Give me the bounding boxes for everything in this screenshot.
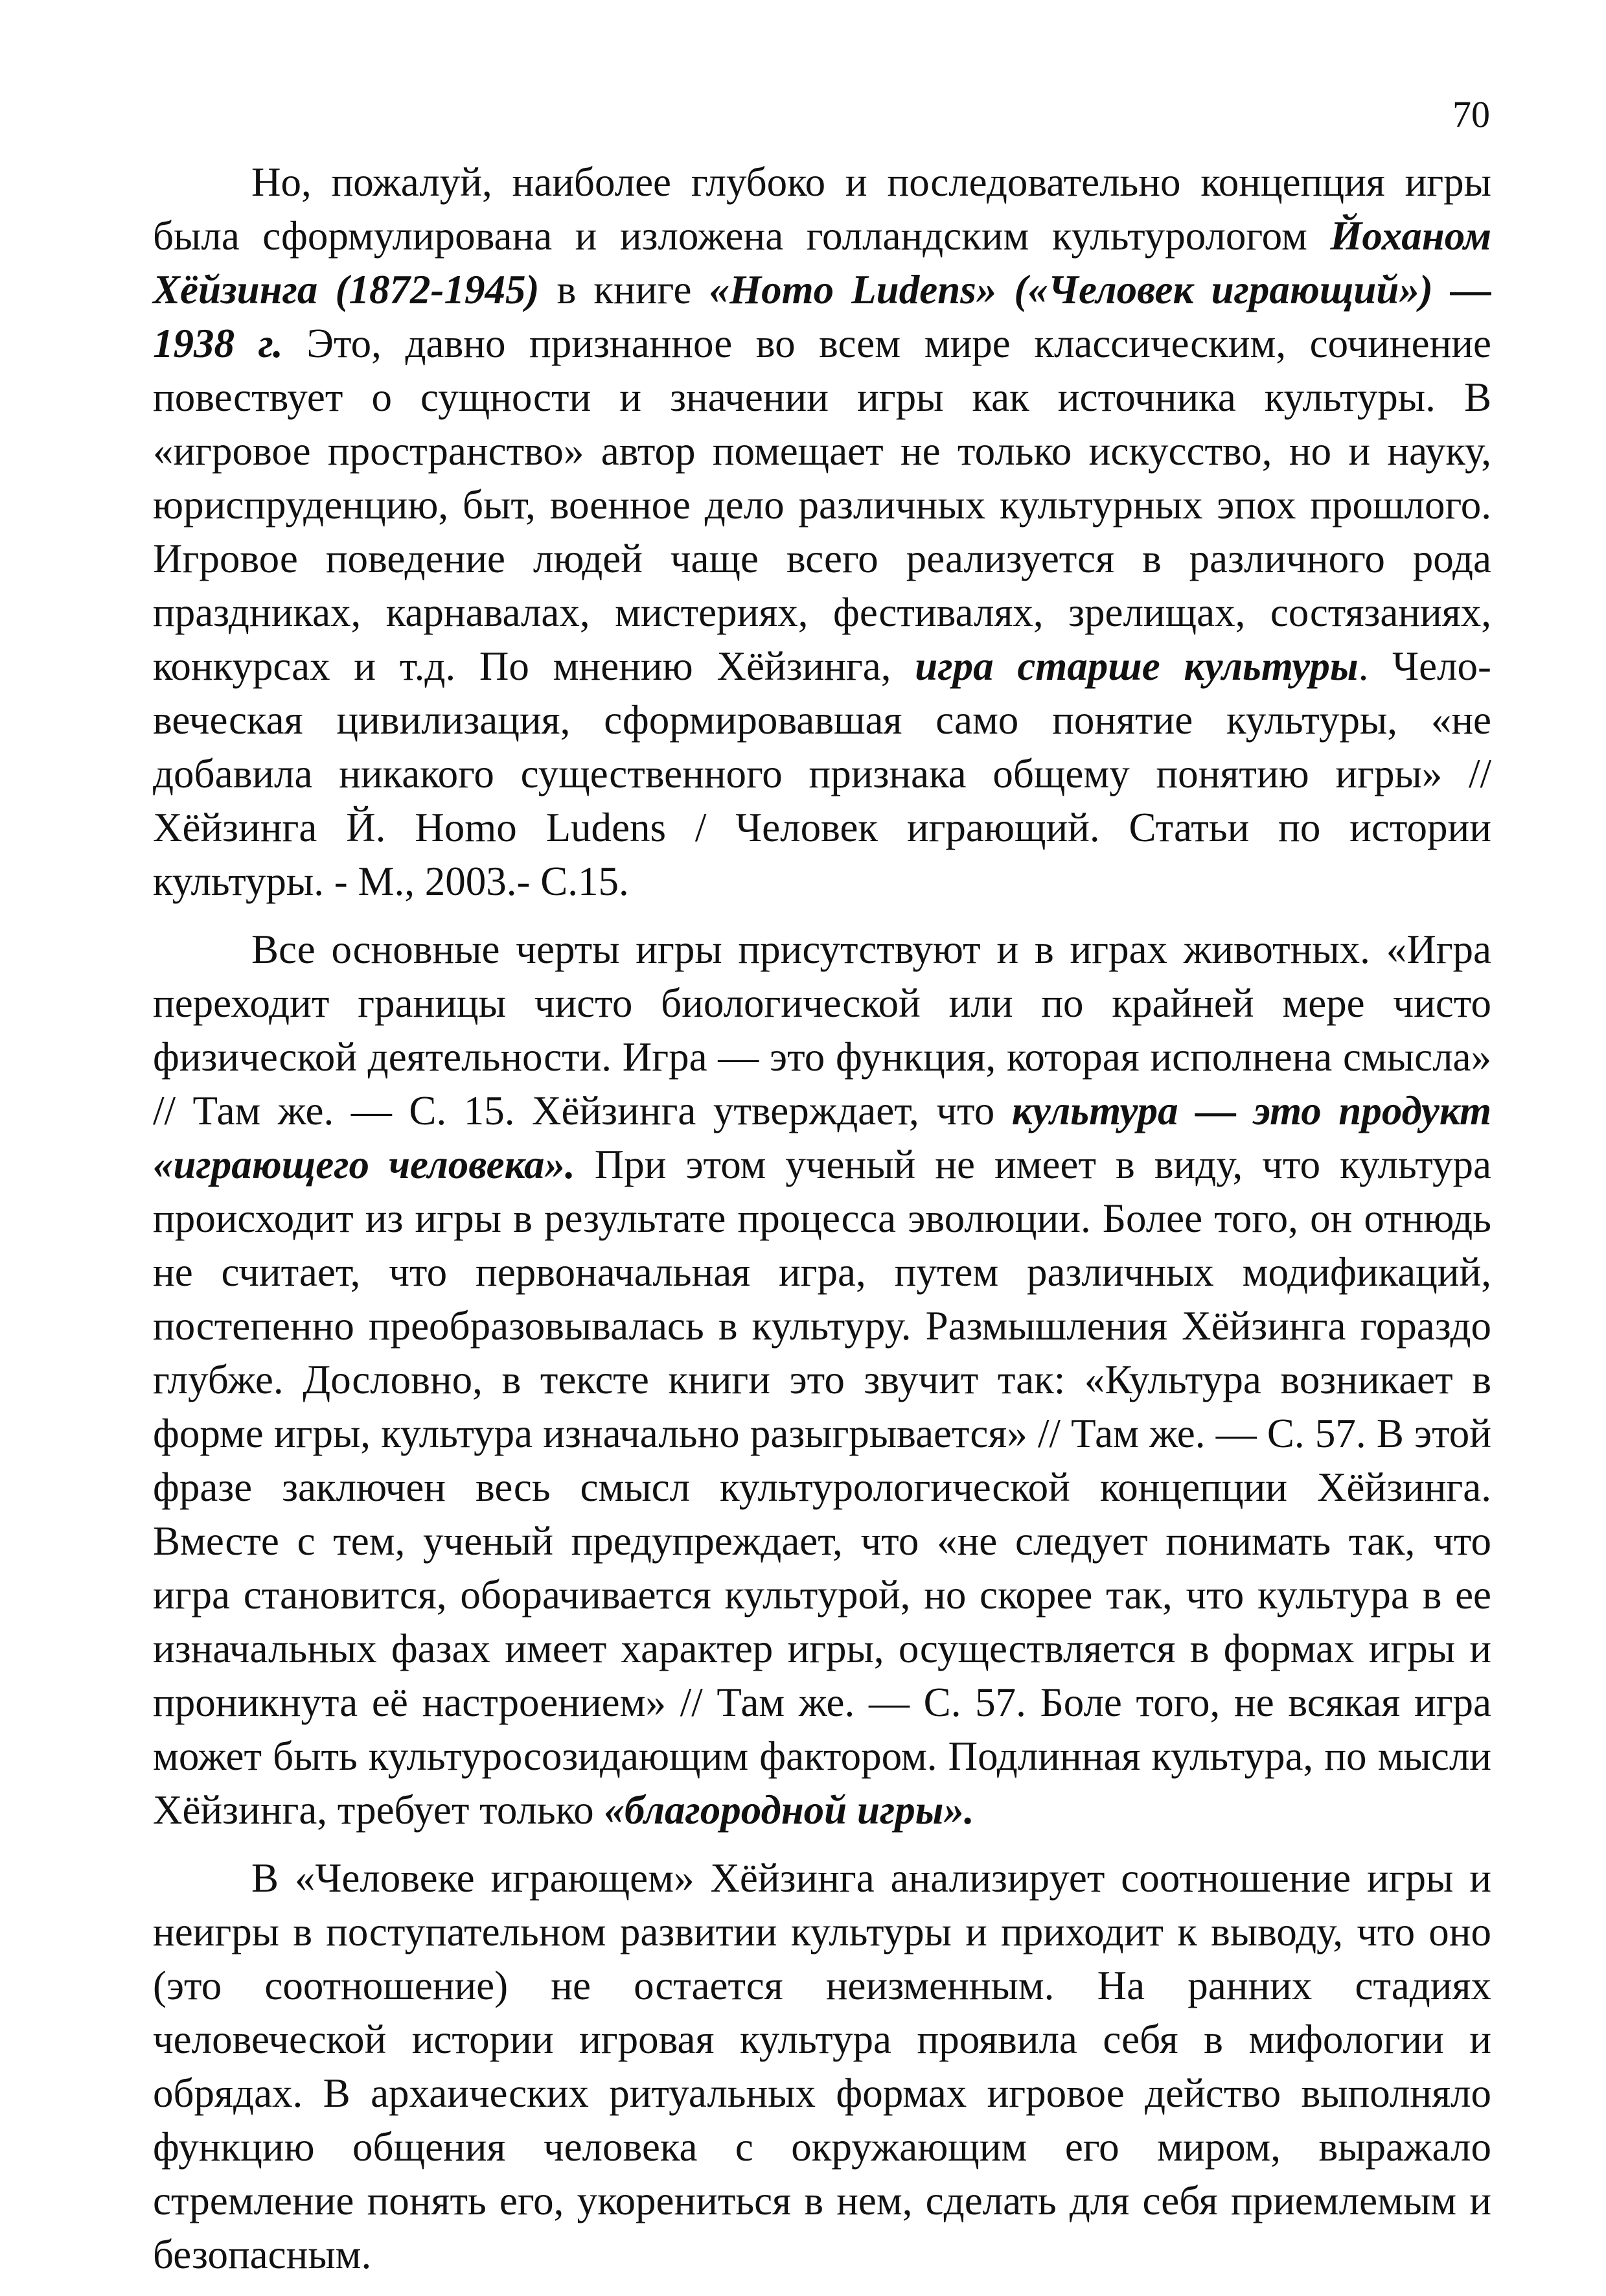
thesis-emphasis: игра старше культуры bbox=[915, 644, 1359, 689]
book-title-emphasis: «Homo Ludens» («Человек играющий») — 1938 г. bbox=[153, 267, 1492, 366]
author-name-emphasis: Йоханом Хёйзинга (1872-1945) bbox=[153, 213, 1491, 312]
thesis-emphasis: культура — это продукт «играющего человека». bbox=[153, 1088, 1492, 1187]
text-segment: в книге bbox=[539, 267, 709, 312]
text-segment: Но, пожалуй, наиболее глубоко и последовательно концепция игры была сформулирована и изложена голландским культурологом bbox=[153, 159, 1491, 259]
text-segment: Это, давно признанное во всем мире классическим, сочинение повествует о сущности и значении игры как источника культуры. В «игровое пространство» автор помещает не только искусство, но и науку, юриспруденцию, быт, военное дело различных культурных эпох прошлого. Игровое поведение людей чаще всего реализуется в различного рода праздниках, карнавалах, мистериях, фестивалях, зрелищах, состязаниях, конкурсах и т.д. По мнению Хёйзинга, bbox=[153, 321, 1491, 689]
text-segment: Все основные черты игры присутствуют и в играх животных. «Игра переходит границы чисто биологической или по крайней мере чисто физической деятельности. Игра — это функция, которая исполнена смысла» // Там же. — С. 15. Хёйзинга утверждает, что bbox=[153, 927, 1491, 1133]
body-text bbox=[153, 156, 1491, 2296]
paragraph-1 bbox=[153, 156, 1491, 909]
text-segment: . Человеческая цивилизация, сформировавшая само понятие культуры, «не добавила никакого существенного признака общему понятию игры» // Хёйзинга Й. Homo Ludens / Человек играющий. Статьи по истории культуры. - М., 2003.- С.15. bbox=[153, 644, 1491, 904]
paragraph-3 bbox=[153, 1851, 1491, 2282]
text-segment: В «Человеке играющем» Хёйзинга анализирует соотношение игры и неигры в поступательном развитии культуры и приходит к выводу, что оно (это соотношение) не остается неизменным. На ранних стадиях человеческой истории игровая культура проявила себя в мифологии и обрядах. В архаических ритуальных формах игровое действо выполняло функцию общения человека с окружающим его миром, выражало стремление понять его, укорениться в нем, сделать для себя приемлемым и безопасным. bbox=[153, 1855, 1491, 2277]
noble-game-emphasis: «благородной игры». bbox=[604, 1787, 974, 1833]
paragraph-2 bbox=[153, 923, 1491, 1837]
text-segment: При этом ученый не имеет в виду, что культура происходит из игры в результате процесса эволюции. Более того, он отнюдь не считает, что первоначальная игра, путем различных модификаций, постепенно преобразовывалась в культуру. Размышления Хёйзинга гораздо глубже. Дословно, в тексте книги это звучит так: «Культура возникает в форме игры, культура изначально разыгрывается» // Там же. — С. 57. В этой фразе заключен весь смысл культурологической концепции Хёйзинга. Вместе с тем, ученый предупреждает, что «не следует понимать так, что игра становится, оборачивается культурой, но скорее так, что культура в ее изначальных фазах имеет характер игры, осуществляется в формах игры и проникнута её настроением» // Там же. — С. 57. Боле того, не всякая игра может быть культуросозидающим фактором. Подлинная культура, по мысли Хёйзинга, требует только bbox=[153, 1142, 1491, 1833]
page-number: 70 bbox=[1452, 93, 1490, 135]
